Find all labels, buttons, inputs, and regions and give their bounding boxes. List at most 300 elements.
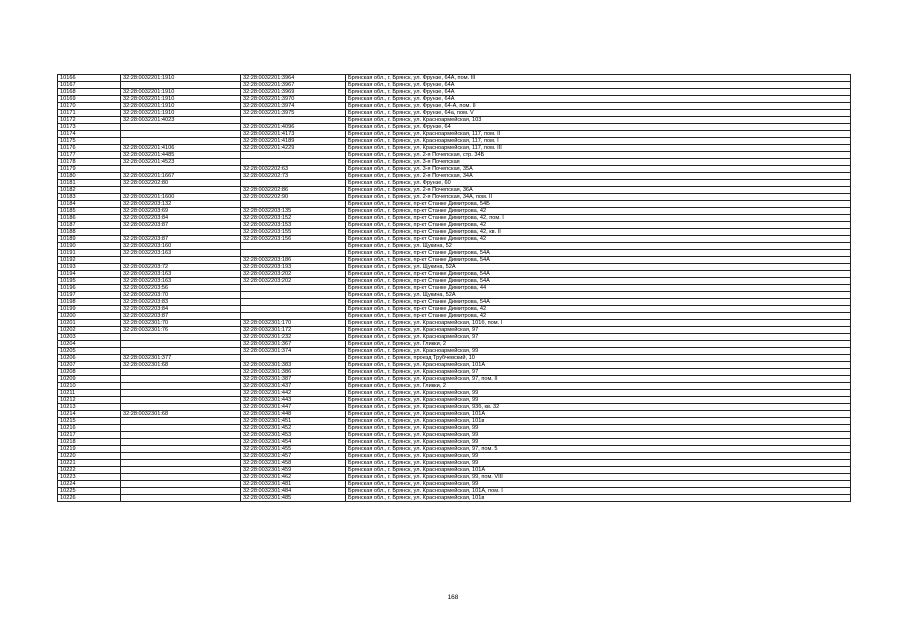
row-number-cell: 10203 (58, 334, 121, 341)
address-cell: Брянская обл., г. Брянск, пр-кт Станке Димитрова, 42 (346, 306, 851, 313)
table-row (58, 299, 851, 306)
row-number-cell: 10224 (58, 481, 121, 488)
object-number-cell: 32:28:0032201:4173 (241, 131, 346, 138)
address-cell: Брянская обл., г. Брянск, ул. Красноармейская, 93б, кв. 32 (346, 404, 851, 411)
parcel-number-cell: 32:28:0032203:163 (121, 271, 241, 278)
row-number-cell: 10200 (58, 313, 121, 320)
address-cell: Брянская обл., г. Брянск, ул. Красноармейская, 103 (346, 117, 851, 124)
parcel-number-cell: 32:28:0032203:163 (121, 250, 241, 257)
object-number-cell: 32:28:0032301:455 (241, 446, 346, 453)
object-number-cell: 32:28:0032202:73 (241, 173, 346, 180)
table-row (58, 236, 851, 243)
row-number-cell: 10185 (58, 208, 121, 215)
address-cell: Брянская обл., г. Брянск, пр-кт Станке Димитрова, 42, пом. I (346, 215, 851, 222)
address-cell: Брянская обл., г. Брянск, ул. Красноармейская, 99 (346, 397, 851, 404)
table-row (58, 131, 851, 138)
parcel-number-cell: 32:28:0032203:87 (121, 313, 241, 320)
address-cell: Брянская обл., г. Брянск, ул. Красноармейская, 117, пом. III (346, 145, 851, 152)
table-row (58, 362, 851, 369)
table-row (58, 264, 851, 271)
table-row (58, 110, 851, 117)
address-cell: Брянская обл., г. Брянск, ул. 3-я Почепская, 35А (346, 166, 851, 173)
address-cell: Брянская обл., г. Брянск, пр-кт Станке Димитрова, 54А (346, 257, 851, 264)
row-number-cell: 10167 (58, 82, 121, 89)
address-cell: Брянская обл., г. Брянск, ул. Щукина, 52 (346, 243, 851, 250)
parcel-number-cell: 32:28:0032203:160 (121, 243, 241, 250)
parcel-number-cell (121, 404, 241, 411)
address-cell: Брянская обл., г. Брянск, ул. Красноармейская, 101А (346, 411, 851, 418)
object-number-cell: 32:28:0032301:457 (241, 453, 346, 460)
address-cell: Брянская обл., г. Брянск, пр-кт Станке Димитрова, 54А (346, 271, 851, 278)
parcel-number-cell (121, 348, 241, 355)
object-number-cell: 32:28:0032203:202 (241, 271, 346, 278)
row-number-cell: 10178 (58, 159, 121, 166)
parcel-number-cell (121, 474, 241, 481)
table-row (58, 152, 851, 159)
table-row (58, 334, 851, 341)
address-cell: Брянская обл., г. Брянск, ул. 2-я Почепская, 34А, пом. II (346, 194, 851, 201)
address-cell: Брянская обл., г. Брянск, ул. 3-я Почепская (346, 159, 851, 166)
table-row (58, 257, 851, 264)
table-row (58, 327, 851, 334)
address-cell: Брянская обл., г. Брянск, пр-кт Станке Димитрова, 42 (346, 236, 851, 243)
object-number-cell (241, 159, 346, 166)
object-number-cell: 32:28:0032201:3975 (241, 110, 346, 117)
object-number-cell: 32:28:0032301:437 (241, 383, 346, 390)
address-cell: Брянская обл., г. Брянск, ул. Красноармейская, 97 (346, 327, 851, 334)
table-row (58, 96, 851, 103)
table-row (58, 285, 851, 292)
table-row (58, 271, 851, 278)
row-number-cell: 10194 (58, 271, 121, 278)
object-number-cell (241, 285, 346, 292)
object-number-cell (241, 117, 346, 124)
row-number-cell: 10180 (58, 173, 121, 180)
row-number-cell: 10206 (58, 355, 121, 362)
table-row (58, 117, 851, 124)
table-row (58, 306, 851, 313)
object-number-cell: 32:28:0032301:462 (241, 474, 346, 481)
table-row (58, 474, 851, 481)
parcel-number-cell: 32:28:0032203:87 (121, 222, 241, 229)
address-cell: Брянская обл., г. Брянск, ул. Фрунзе, 64А, пом. III (346, 75, 851, 82)
parcel-number-cell: 32:28:0032203:70 (121, 292, 241, 299)
object-number-cell: 32:28:0032201:4189 (241, 138, 346, 145)
row-number-cell: 10207 (58, 362, 121, 369)
parcel-number-cell: 32:28:0032201:1667 (121, 173, 241, 180)
table-row (58, 481, 851, 488)
object-number-cell: 32:28:0032301:452 (241, 425, 346, 432)
object-number-cell: 32:28:0032203:186 (241, 257, 346, 264)
row-number-cell: 10170 (58, 103, 121, 110)
table-row (58, 215, 851, 222)
table-row (58, 124, 851, 131)
row-number-cell: 10205 (58, 348, 121, 355)
address-cell: Брянская обл., г. Брянск, ул. Щукина, 52А (346, 292, 851, 299)
address-cell: Брянская обл., г. Брянск, пр-кт Станке Димитрова, 42, кв. II (346, 229, 851, 236)
table-row (58, 138, 851, 145)
table-row (58, 495, 851, 502)
parcel-number-cell: 32:28:0032301:68 (121, 411, 241, 418)
object-number-cell: 32:28:0032301:443 (241, 397, 346, 404)
row-number-cell: 10215 (58, 418, 121, 425)
parcel-number-cell: 32:28:0032301:68 (121, 362, 241, 369)
address-cell: Брянская обл., г. Брянск, пр-кт Станке Димитрова, 54А (346, 250, 851, 257)
object-number-cell: 32:28:0032201:3974 (241, 103, 346, 110)
address-cell: Брянская обл., г. Брянск, ул. 2-я Почепская, 34А (346, 173, 851, 180)
object-number-cell: 32:28:0032301:172 (241, 327, 346, 334)
row-number-cell: 10171 (58, 110, 121, 117)
object-number-cell: 32:28:0032201:3969 (241, 89, 346, 96)
parcel-number-cell: 32:28:0032201:1910 (121, 110, 241, 117)
row-number-cell: 10181 (58, 180, 121, 187)
address-cell: Брянская обл., г. Брянск, ул. Красноармейская, 97, пом. II (346, 376, 851, 383)
address-cell: Брянская обл., г. Брянск, ул. Красноармейская, 99 (346, 453, 851, 460)
parcel-number-cell: 32:28:0032201:4523 (121, 159, 241, 166)
parcel-number-cell (121, 446, 241, 453)
parcel-number-cell (121, 369, 241, 376)
table-row (58, 250, 851, 257)
table-row (58, 376, 851, 383)
parcel-number-cell (121, 390, 241, 397)
table-row (58, 201, 851, 208)
table-row (58, 411, 851, 418)
row-number-cell: 10199 (58, 306, 121, 313)
table-row (58, 439, 851, 446)
row-number-cell: 10216 (58, 425, 121, 432)
object-number-cell: 32:28:0032203:135 (241, 208, 346, 215)
address-cell: Брянская обл., г. Брянск, ул. Гликки, 2 (346, 341, 851, 348)
row-number-cell: 10166 (58, 75, 121, 82)
object-number-cell: 32:28:0032301:481 (241, 481, 346, 488)
address-cell: Брянская обл., г. Брянск, ул. Фрунзе, 64а, пом. V (346, 110, 851, 117)
row-number-cell: 10218 (58, 439, 121, 446)
parcel-number-cell: 32:28:0032201:1910 (121, 103, 241, 110)
object-number-cell: 32:28:0032301:374 (241, 348, 346, 355)
parcel-number-cell (121, 432, 241, 439)
row-number-cell: 10186 (58, 215, 121, 222)
table-row (58, 397, 851, 404)
object-number-cell: 32:28:0032202:86 (241, 187, 346, 194)
row-number-cell: 10191 (58, 250, 121, 257)
table-row (58, 425, 851, 432)
object-number-cell: 32:28:0032301:387 (241, 376, 346, 383)
parcel-number-cell (121, 166, 241, 173)
parcel-number-cell (121, 383, 241, 390)
parcel-number-cell: 32:28:0032203:87 (121, 236, 241, 243)
table-row (58, 82, 851, 89)
parcel-number-cell: 32:28:0032201:1600 (121, 194, 241, 201)
row-number-cell: 10225 (58, 488, 121, 495)
table-row (58, 180, 851, 187)
address-cell: Брянская обл., г. Брянск, ул. Красноармейская, 117, пом. I (346, 138, 851, 145)
table-row (58, 320, 851, 327)
table-row (58, 103, 851, 110)
address-cell: Брянская обл., г. Брянск, пр-кт Станке Димитрова, 54А (346, 278, 851, 285)
object-number-cell (241, 243, 346, 250)
table-row (58, 243, 851, 250)
object-number-cell: 32:28:0032201:3964 (241, 75, 346, 82)
parcel-number-cell (121, 124, 241, 131)
object-number-cell: 32:28:0032301:383 (241, 362, 346, 369)
table-row (58, 292, 851, 299)
address-cell: Брянская обл., г. Брянск, пр-кт Станке Димитрова, 44 (346, 285, 851, 292)
parcel-number-cell (121, 460, 241, 467)
object-number-cell: 32:28:0032301:367 (241, 341, 346, 348)
address-cell: Брянская обл., г. Брянск, пр-кт Станке Димитрова, 54Б (346, 201, 851, 208)
object-number-cell: 32:28:0032202:63 (241, 166, 346, 173)
parcel-number-cell (121, 397, 241, 404)
parcel-number-cell (121, 229, 241, 236)
address-cell: Брянская обл., г. Брянск, пр-кт Станке Димитрова, 42 (346, 222, 851, 229)
row-number-cell: 10168 (58, 89, 121, 96)
address-cell: Брянская обл., г. Брянск, ул. Красноармейская, 101А, пом. I (346, 488, 851, 495)
parcel-number-cell: 32:28:0032201:1910 (121, 96, 241, 103)
parcel-number-cell: 32:28:0032203:72 (121, 264, 241, 271)
table-row (58, 383, 851, 390)
row-number-cell: 10169 (58, 96, 121, 103)
parcel-number-cell (121, 425, 241, 432)
row-number-cell: 10221 (58, 460, 121, 467)
parcel-number-cell (121, 481, 241, 488)
object-number-cell (241, 306, 346, 313)
table-row (58, 229, 851, 236)
table-row (58, 369, 851, 376)
row-number-cell: 10173 (58, 124, 121, 131)
object-number-cell: 32:28:0032301:451 (241, 418, 346, 425)
parcel-number-cell (121, 495, 241, 502)
parcel-number-cell: 32:28:0032203:56 (121, 285, 241, 292)
parcel-number-cell (121, 334, 241, 341)
table-row (58, 173, 851, 180)
object-number-cell: 32:28:0032301:454 (241, 439, 346, 446)
row-number-cell: 10176 (58, 145, 121, 152)
address-cell: Брянская обл., г. Брянск, ул. Красноармейская, 101в (346, 418, 851, 425)
table-row (58, 404, 851, 411)
table-row (58, 166, 851, 173)
row-number-cell: 10201 (58, 320, 121, 327)
parcel-number-cell: 32:28:0032203:132 (121, 201, 241, 208)
address-cell: Брянская обл., г. Брянск, ул. Красноармейская, 117, пом. II (346, 131, 851, 138)
row-number-cell: 10214 (58, 411, 121, 418)
parcel-number-cell (121, 187, 241, 194)
row-number-cell: 10202 (58, 327, 121, 334)
address-cell: Брянская обл., г. Брянск, ул. Красноармейская, 99 (346, 460, 851, 467)
table-row (58, 89, 851, 96)
address-cell: Брянская обл., г. Брянск, ул. Красноармейская, 99 (346, 439, 851, 446)
row-number-cell: 10208 (58, 369, 121, 376)
row-number-cell: 10179 (58, 166, 121, 173)
object-number-cell (241, 292, 346, 299)
parcel-number-cell (121, 467, 241, 474)
parcel-number-cell (121, 376, 241, 383)
parcel-number-cell (121, 131, 241, 138)
table-row (58, 222, 851, 229)
parcel-number-cell: 32:28:0032301:76 (121, 327, 241, 334)
row-number-cell: 10212 (58, 397, 121, 404)
table-row (58, 145, 851, 152)
page-number: 168 (447, 594, 459, 601)
object-number-cell: 32:28:0032203:155 (241, 229, 346, 236)
row-number-cell: 10172 (58, 117, 121, 124)
parcel-number-cell (121, 453, 241, 460)
row-number-cell: 10226 (58, 495, 121, 502)
row-number-cell: 10196 (58, 285, 121, 292)
object-number-cell: 32:28:0032201:3970 (241, 96, 346, 103)
table-row (58, 390, 851, 397)
row-number-cell: 10195 (58, 278, 121, 285)
table-row (58, 453, 851, 460)
parcel-number-cell: 32:28:0032203:84 (121, 306, 241, 313)
object-number-cell: 32:28:0032301:442 (241, 390, 346, 397)
table-row (58, 313, 851, 320)
address-cell: Брянская обл., г. Брянск, ул. Красноармейская, 97, пом. 5 (346, 446, 851, 453)
address-cell: Брянская обл., г. Брянск, проезд Трубчевский, 10 (346, 355, 851, 362)
parcel-number-cell: 32:28:0032203:69 (121, 208, 241, 215)
object-number-cell: 32:28:0032301:485 (241, 495, 346, 502)
parcel-number-cell: 32:28:0032203:163 (121, 278, 241, 285)
row-number-cell: 10219 (58, 446, 121, 453)
row-number-cell: 10213 (58, 404, 121, 411)
row-number-cell: 10190 (58, 243, 121, 250)
table-row (58, 467, 851, 474)
address-cell: Брянская обл., г. Брянск, ул. Фрунзе, 64А (346, 96, 851, 103)
parcel-number-cell: 32:28:0032203:84 (121, 215, 241, 222)
object-number-cell: 32:28:0032203:156 (241, 236, 346, 243)
address-cell: Брянская обл., г. Брянск, ул. Красноармейская, 99 (346, 425, 851, 432)
row-number-cell: 10220 (58, 453, 121, 460)
address-cell: Брянская обл., г. Брянск, пр-кт Станке Димитрова, 42 (346, 208, 851, 215)
row-number-cell: 10182 (58, 187, 121, 194)
address-cell: Брянская обл., г. Брянск, ул. Красноармейская, 99 (346, 432, 851, 439)
table-row (58, 446, 851, 453)
object-number-cell: 32:28:0032201:4096 (241, 124, 346, 131)
object-number-cell: 32:28:0032301:453 (241, 432, 346, 439)
address-cell: Брянская обл., г. Брянск, ул. Красноармейская, 99 (346, 481, 851, 488)
row-number-cell: 10197 (58, 292, 121, 299)
row-number-cell: 10174 (58, 131, 121, 138)
row-number-cell: 10209 (58, 376, 121, 383)
table-row (58, 348, 851, 355)
address-cell: Брянская обл., г. Брянск, ул. 2-я Почепская, 36А (346, 187, 851, 194)
parcel-number-cell: 32:28:0032201:1910 (121, 89, 241, 96)
address-cell: Брянская обл., г. Брянск, ул. Красноармейская, 101А (346, 467, 851, 474)
row-number-cell: 10184 (58, 201, 121, 208)
address-cell: Брянская обл., г. Брянск, ул. Красноармейская, 101в (346, 495, 851, 502)
object-number-cell: 32:28:0032201:3967 (241, 82, 346, 89)
row-number-cell: 10175 (58, 138, 121, 145)
table-row (58, 187, 851, 194)
address-cell: Брянская обл., г. Брянск, ул. Фрунзе, 64-А, пом. II (346, 103, 851, 110)
row-number-cell: 10188 (58, 229, 121, 236)
object-number-cell: 32:28:0032203:153 (241, 222, 346, 229)
row-number-cell: 10223 (58, 474, 121, 481)
parcel-number-cell: 32:28:0032301:70 (121, 320, 241, 327)
parcel-number-cell (121, 418, 241, 425)
cadastral-register-table (57, 74, 851, 502)
row-number-cell: 10192 (58, 257, 121, 264)
object-number-cell (241, 152, 346, 159)
object-number-cell (241, 299, 346, 306)
table-row (58, 355, 851, 362)
parcel-number-cell: 32:28:0032203:83 (121, 299, 241, 306)
table-row (58, 432, 851, 439)
address-cell: Брянская обл., г. Брянск, ул. Красноармейская, 97 (346, 369, 851, 376)
table-row (58, 278, 851, 285)
address-cell: Брянская обл., г. Брянск, ул. Красноармейская, 99 (346, 390, 851, 397)
parcel-number-cell (121, 439, 241, 446)
address-cell: Брянская обл., г. Брянск, ул. Красноармейская, 99 (346, 348, 851, 355)
table-row (58, 194, 851, 201)
address-cell: Брянская обл., г. Брянск, ул. Красноармейская, 99, пом. VIII (346, 474, 851, 481)
object-number-cell: 32:28:0032203:202 (241, 278, 346, 285)
object-number-cell: 32:28:0032301:386 (241, 369, 346, 376)
object-number-cell: 32:28:0032301:448 (241, 411, 346, 418)
parcel-number-cell: 32:28:0032301:377 (121, 355, 241, 362)
row-number-cell: 10189 (58, 236, 121, 243)
parcel-number-cell: 32:28:0032201:1910 (121, 75, 241, 82)
row-number-cell: 10187 (58, 222, 121, 229)
row-number-cell: 10177 (58, 152, 121, 159)
parcel-number-cell: 32:28:0032201:4023 (121, 117, 241, 124)
row-number-cell: 10222 (58, 467, 121, 474)
object-number-cell: 32:28:0032203:193 (241, 264, 346, 271)
address-cell: Брянская обл., г. Брянск, ул. Красноармейская, 101б, пом. I (346, 320, 851, 327)
object-number-cell: 32:28:0032301:232 (241, 334, 346, 341)
parcel-number-cell: 32:28:0032201:4106 (121, 145, 241, 152)
register-table-body (58, 75, 851, 502)
parcel-number-cell (121, 257, 241, 264)
address-cell: Брянская обл., г. Брянск, ул. Фрунзе, 64А (346, 82, 851, 89)
object-number-cell (241, 201, 346, 208)
address-cell: Брянская обл., г. Брянск, ул. 2-я Почепская, стр. 34Б (346, 152, 851, 159)
table-row (58, 341, 851, 348)
parcel-number-cell (121, 82, 241, 89)
object-number-cell: 32:28:0032201:4229 (241, 145, 346, 152)
row-number-cell: 10183 (58, 194, 121, 201)
row-number-cell: 10198 (58, 299, 121, 306)
object-number-cell (241, 313, 346, 320)
object-number-cell (241, 355, 346, 362)
object-number-cell: 32:28:0032301:447 (241, 404, 346, 411)
object-number-cell: 32:28:0032301:484 (241, 488, 346, 495)
address-cell: Брянская обл., г. Брянск, ул. Гликки, 2 (346, 383, 851, 390)
object-number-cell (241, 180, 346, 187)
row-number-cell: 10211 (58, 390, 121, 397)
object-number-cell: 32:28:0032301:459 (241, 467, 346, 474)
address-cell: Брянская обл., г. Брянск, ул. Фрунзе, 64 (346, 124, 851, 131)
table-row (58, 418, 851, 425)
address-cell: Брянская обл., г. Брянск, ул. Фрунзе, 64А (346, 89, 851, 96)
parcel-number-cell: 32:28:0032202:80 (121, 180, 241, 187)
table-row (58, 488, 851, 495)
address-cell: Брянская обл., г. Брянск, ул. Красноармейская, 101А (346, 362, 851, 369)
address-cell: Брянская обл., г. Брянск, пр-кт Станке Димитрова, 54А (346, 299, 851, 306)
address-cell: Брянская обл., г. Брянск, пр-кт Станке Димитрова, 42 (346, 313, 851, 320)
object-number-cell: 32:28:0032203:152 (241, 215, 346, 222)
row-number-cell: 10204 (58, 341, 121, 348)
table-row (58, 208, 851, 215)
row-number-cell: 10210 (58, 383, 121, 390)
object-number-cell (241, 250, 346, 257)
address-cell: Брянская обл., г. Брянск, ул. Фрунзе, 60 (346, 180, 851, 187)
table-row (58, 75, 851, 82)
table-row (58, 159, 851, 166)
parcel-number-cell: 32:28:0032201:4485 (121, 152, 241, 159)
object-number-cell: 32:28:0032202:90 (241, 194, 346, 201)
parcel-number-cell (121, 488, 241, 495)
row-number-cell: 10217 (58, 432, 121, 439)
